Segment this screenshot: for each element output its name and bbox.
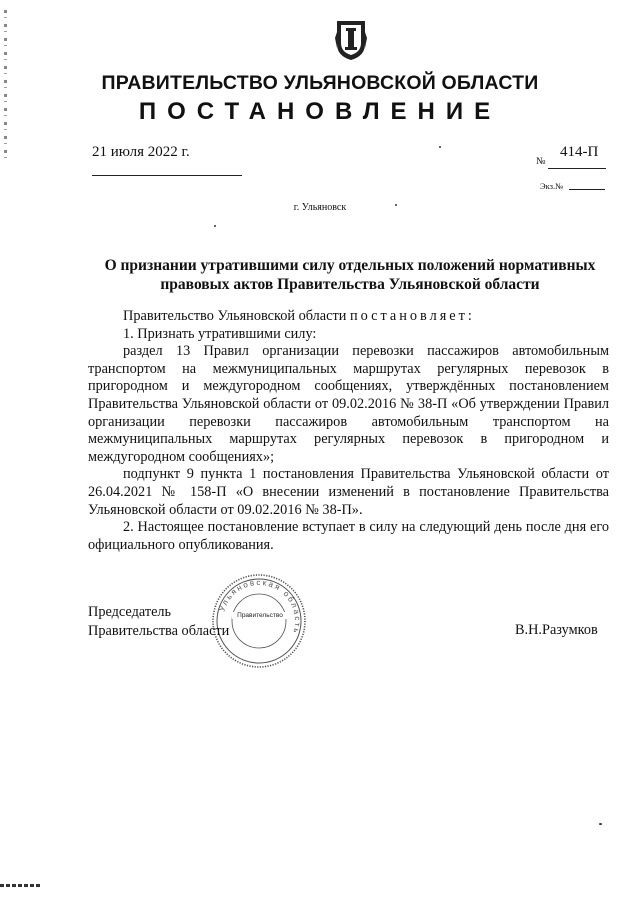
scan-speck <box>439 146 441 148</box>
scan-speck <box>214 225 216 227</box>
document-date: 21 июля 2022 г. <box>92 144 190 160</box>
document-subject: О признании утратившими силу отдельных положений нормативных правовых актов Правительства Ульяновской области <box>104 257 596 293</box>
paragraph-1: 1. Признать утратившими силу: <box>123 325 317 342</box>
number-sign: № <box>536 156 546 167</box>
scan-speck <box>599 823 602 825</box>
intro-paragraph <box>88 308 609 326</box>
document-type: ПОСТАНОВЛЕНИЕ <box>138 98 502 125</box>
seal-center-text: Правительство <box>232 612 288 619</box>
signer-title-line-2: Правительства области <box>88 623 230 639</box>
coat-of-arms-icon <box>333 18 369 62</box>
paragraph-3: подпункт 9 пункта 1 постановления Правительства Ульяновской области от 26.04.2021 № 158-П «О внесении изменений в постановление Правительства Ульяновской области от 09.02.2016 № 38-П». <box>88 466 609 518</box>
scan-edge-artifact-bottom <box>0 884 40 887</box>
number-underline <box>548 168 606 169</box>
paragraph-2: раздел 13 Правил организации перевозки пассажиров автомобильным транспортом на межмуниципальных маршрутах регулярных перевозок в пригородном и междугородном сообщениях, утверждённых постановлением Правительства Ульяновской области от 09.02.2016 № 38-П «Об утверждении Правил организации перевозки пассажиров автомобильным транспортом на межмуниципальных маршрутах регулярных перевозок в пригородном и междугородном сообщениях»; <box>88 343 609 465</box>
copy-number-label: Экз.№ <box>540 181 564 191</box>
intro-lead: Правительство Ульяновской области <box>123 308 350 324</box>
city-label: г. Ульяновск <box>293 202 347 213</box>
seal-ring-text: Ульяновская область <box>217 577 303 636</box>
signer-title <box>88 603 229 641</box>
signer-name: В.Н.Разумков <box>515 622 598 638</box>
intro-decree-word: постановляет: <box>349 308 475 324</box>
paragraph-4: 2. Настоящее постановление вступает в силу на следующий день после дня его официального опубликования. <box>88 519 609 553</box>
document-number: 414-П <box>560 144 599 160</box>
date-underline <box>92 175 242 176</box>
copy-number-underline <box>569 189 605 190</box>
document-body <box>88 308 609 554</box>
signer-title-line-1: Председатель <box>88 604 172 620</box>
government-name: ПРАВИТЕЛЬСТВО УЛЬЯНОВСКОЙ ОБЛАСТИ <box>101 72 539 94</box>
